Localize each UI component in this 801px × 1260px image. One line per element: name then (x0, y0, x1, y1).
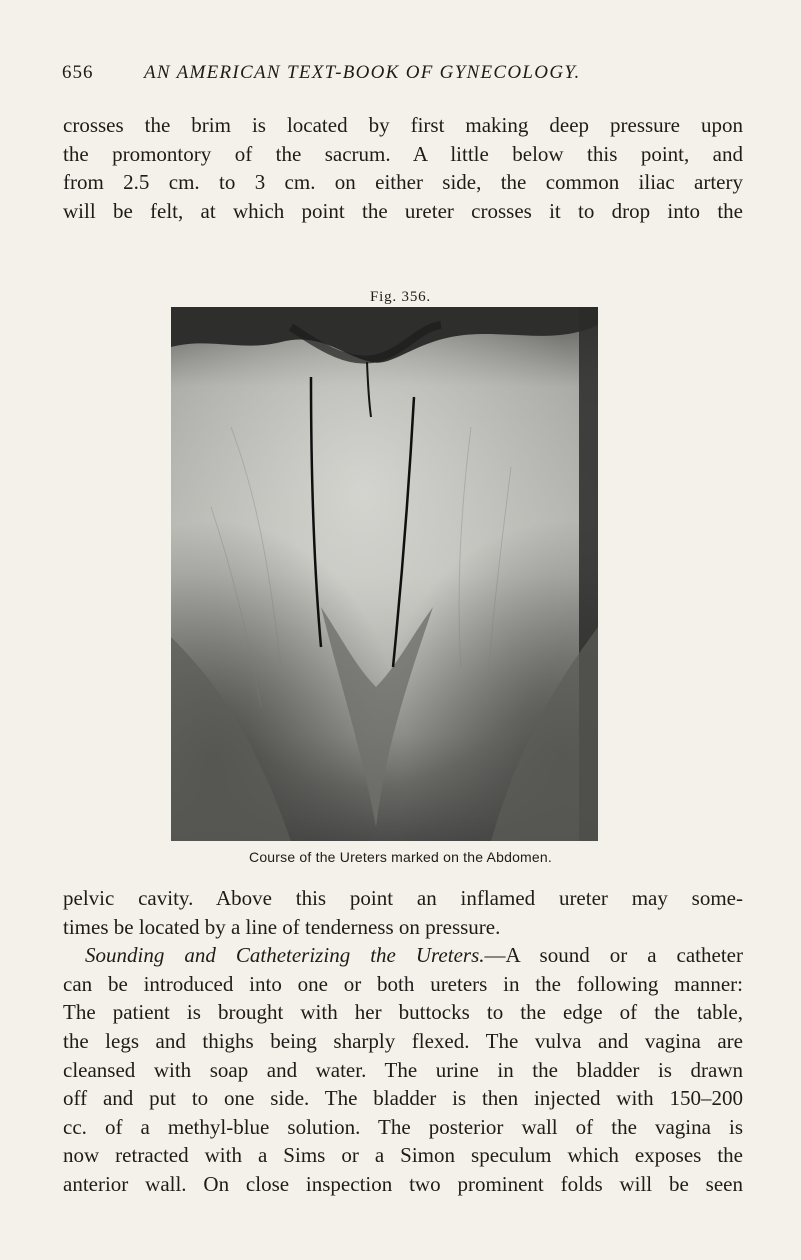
figure-caption: Course of the Ureters marked on the Abdomen. (249, 849, 552, 865)
text-line: times be located by a line of tenderness on pressure. (63, 914, 501, 939)
paragraph-1 (63, 111, 743, 225)
text-line: cc. of a methyl-blue solution. The posterior wall of the vagina is (63, 1114, 743, 1139)
abdomen-photo-illustration (171, 307, 598, 841)
text-line: from 2.5 cm. to 3 cm. on either side, the common iliac artery (63, 170, 743, 195)
running-title: AN AMERICAN TEXT-BOOK OF GYNECOLOGY. (144, 62, 581, 83)
text-line: now retracted with a Sims or a Simon speculum which exposes the (63, 1143, 743, 1168)
section-heading-rest: —A sound or a catheter (484, 943, 743, 968)
figure-label: Fig. 356. (370, 289, 431, 305)
text-line: off and put to one side. The bladder is then injected with 150–200 (63, 1086, 743, 1111)
text-line: pelvic cavity. Above this point an inflamed ureter may some- (63, 886, 743, 910)
text-line: crosses the brim is located by first making deep pressure upon (63, 113, 743, 137)
text-line: can be introduced into one or both ureters in the following manner: (63, 971, 743, 996)
text-line: anterior wall. On close inspection two prominent folds will be seen (63, 1171, 743, 1196)
text-line: the promontory of the sacrum. A little below this point, and (63, 141, 743, 166)
section-heading-line (63, 941, 743, 970)
text-line: The patient is brought with her buttocks to the edge of the table, (63, 1000, 743, 1025)
page-number: 656 (62, 62, 94, 83)
text-line: the legs and thighs being sharply flexed. The vulva and vagina are (63, 1028, 743, 1053)
section-heading: Sounding and Catheterizing the Ureters. (85, 943, 485, 968)
text-line: cleansed with soap and water. The urine in the bladder is drawn (63, 1057, 743, 1082)
figure-photograph (171, 307, 598, 841)
text-line: will be felt, at which point the ureter crosses it to drop into the (63, 198, 743, 223)
paragraph-2 (63, 884, 743, 1199)
